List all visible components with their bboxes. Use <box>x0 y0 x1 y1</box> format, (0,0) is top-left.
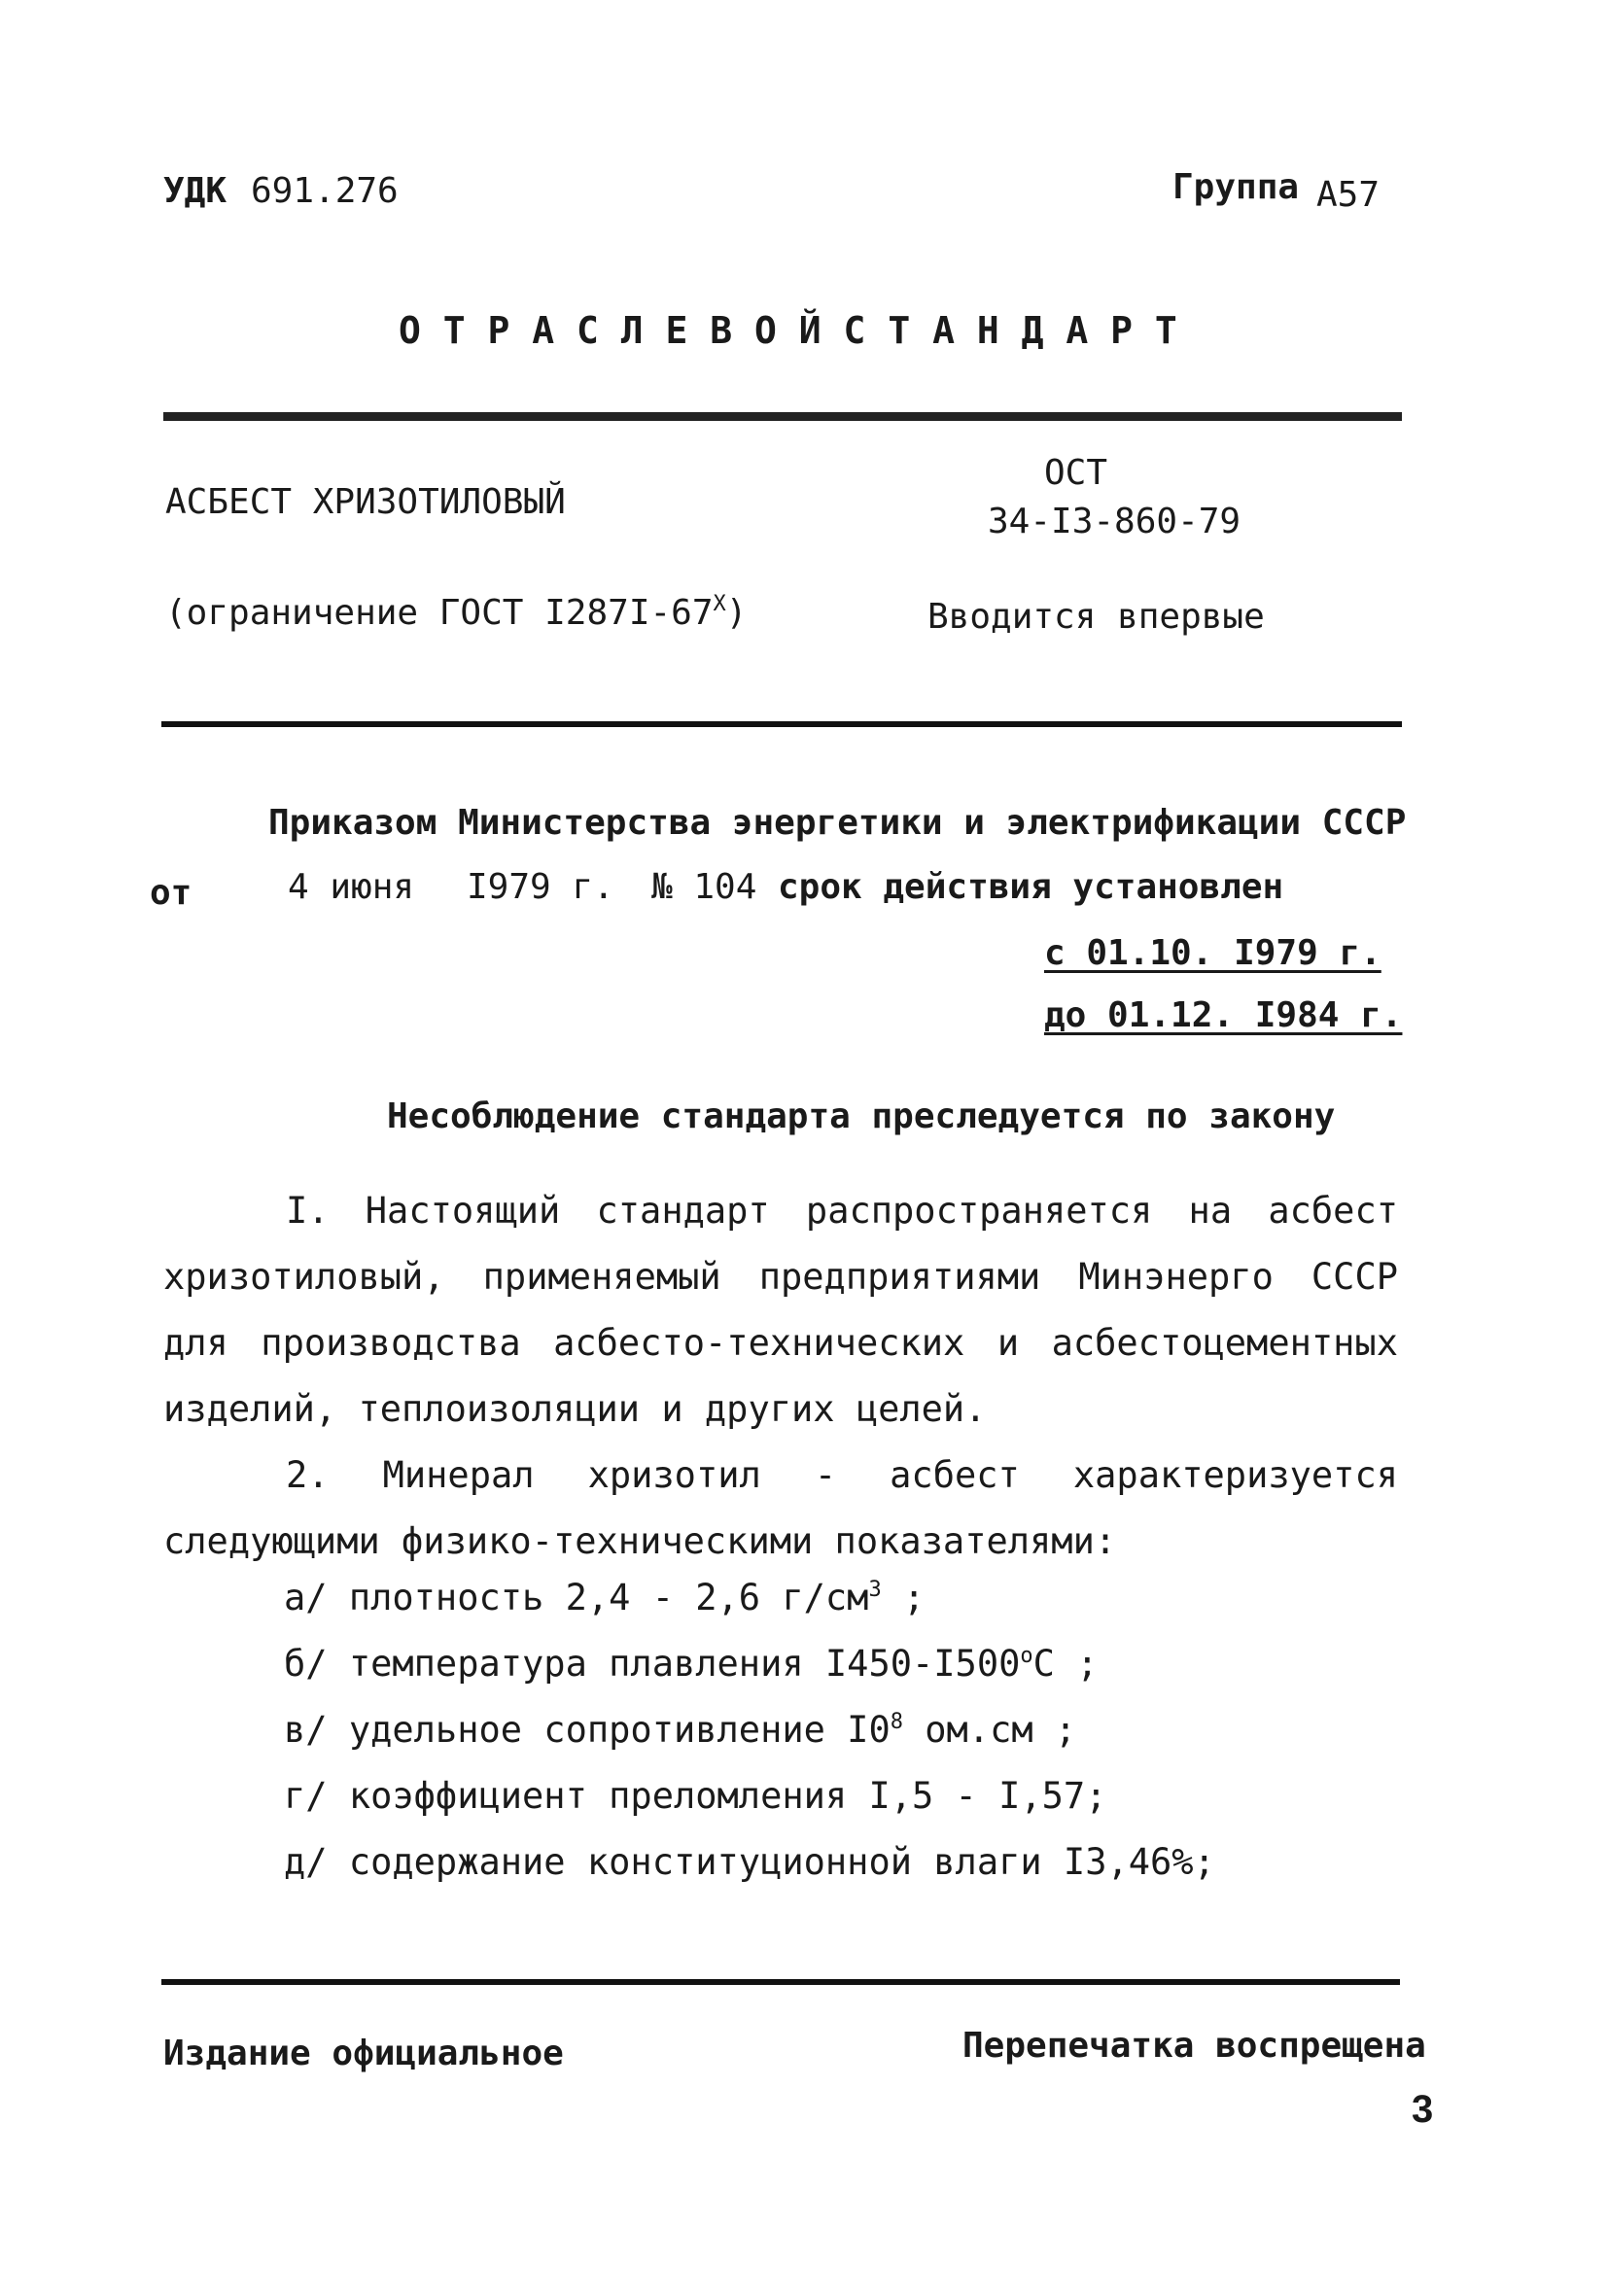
item-c-end: ом.см ; <box>902 1709 1077 1751</box>
restriction-note <box>165 593 747 633</box>
list-item-resistance <box>284 1709 1076 1751</box>
item-b-text: б/ температура плавления I450-I500 <box>284 1643 1021 1685</box>
list-item-melting <box>284 1643 1098 1685</box>
ost-number: 34-I3-860-79 <box>988 502 1241 541</box>
footer-rule <box>161 1979 1400 1985</box>
item-a-sup: 3 <box>868 1578 882 1602</box>
order-number: № 104 <box>651 867 757 907</box>
document-title: О Т Р А С Л Е В О Й С Т А Н Д А Р Т <box>399 309 1177 352</box>
item-b-end: С ; <box>1032 1643 1099 1685</box>
order-year: I979 г. <box>467 867 614 907</box>
footer-left: Издание официальное <box>163 2034 564 2073</box>
order-line: Приказом Министерства энергетики и электрификации СССР <box>268 803 1407 843</box>
item-b-sup: о <box>1020 1644 1033 1668</box>
designation-rule <box>161 721 1402 727</box>
from-label: от <box>150 873 192 913</box>
order-term: срок действия установлен <box>778 867 1284 907</box>
item-a-text: а/ плотность 2,4 - 2,6 г/см <box>284 1577 869 1618</box>
group-label: Группа <box>1172 167 1300 207</box>
paragraph-2: 2. Минерал хризотил - асбест характеризуется следующими физико-техническими показателями: <box>163 1454 1398 1562</box>
udk-value: 691.276 <box>251 171 399 211</box>
list-item-refraction: г/ коэффициент преломления I,5 - I,57; <box>284 1775 1107 1817</box>
udk-label: УДК <box>163 171 227 211</box>
restriction-text: (ограничение ГОСТ I287I-67 <box>165 593 714 633</box>
restriction-close: ) <box>725 593 748 633</box>
footer-right: Перепечатка воспрещена <box>962 2026 1426 2066</box>
valid-to: до 01.12. I984 г. <box>1044 995 1403 1035</box>
item-c-text: в/ удельное сопротивление I0 <box>284 1709 891 1751</box>
list-item-moisture: д/ содержание конституционной влаги I3,46%; <box>284 1841 1215 1883</box>
group-value: А57 <box>1316 175 1381 215</box>
ost-label: ОСТ <box>1044 453 1108 493</box>
paragraph-1: I. Настоящий стандарт распространяется на асбест хризотиловый, применяемый предприятиями Минэнерго СССР для производства асбесто-технических и асбестоцементных изделий, теплоизоляции и других целей. <box>163 1190 1398 1430</box>
standard-name: АСБЕСТ ХРИЗОТИЛОВЫЙ <box>165 482 566 522</box>
item-c-sup: 8 <box>890 1710 903 1734</box>
list-item-density <box>284 1577 925 1618</box>
item-a-end: ; <box>881 1577 926 1618</box>
header-rule <box>163 412 1402 421</box>
order-date: 4 июня <box>288 867 415 907</box>
page-number: 3 <box>1412 2088 1434 2131</box>
legal-warning: Несоблюдение стандарта преследуется по закону <box>387 1096 1336 1136</box>
valid-from: с 01.10. I979 г. <box>1044 933 1381 973</box>
restriction-sup: Х <box>713 592 726 616</box>
status-text: Вводится впервые <box>927 597 1265 637</box>
